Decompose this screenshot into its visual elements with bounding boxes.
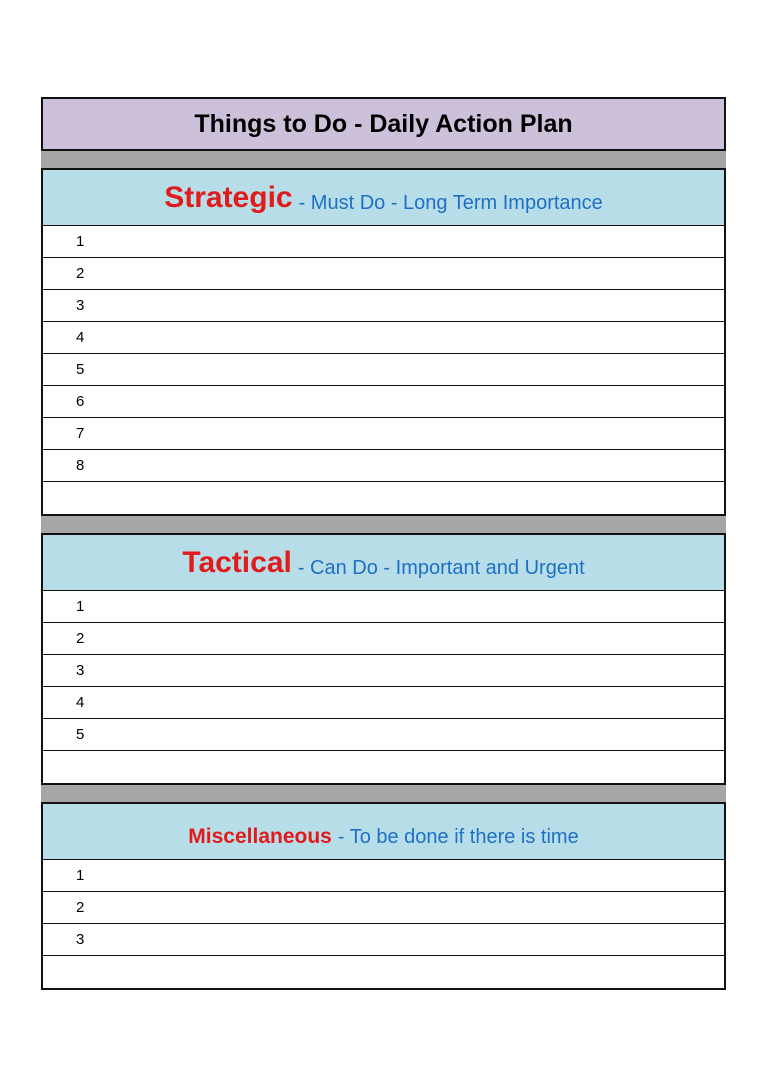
separator-bar [41, 151, 726, 168]
strategic-section [41, 168, 726, 516]
page-title: Things to Do - Daily Action Plan [41, 97, 726, 151]
miscellaneous-row[interactable]: 1 [43, 860, 724, 892]
miscellaneous-section [41, 802, 726, 990]
tactical-section [41, 533, 726, 785]
tactical-row[interactable] [43, 751, 724, 783]
strategic-row[interactable]: 7 [43, 418, 724, 450]
tactical-subheading: - Can Do - Important and Urgent [297, 557, 585, 579]
miscellaneous-heading: Miscellaneous [188, 825, 332, 848]
strategic-row[interactable]: 1 [43, 226, 724, 258]
miscellaneous-subheading: - To be done if there is time [337, 826, 579, 848]
tactical-header [43, 535, 724, 591]
strategic-row[interactable]: 6 [43, 386, 724, 418]
tactical-row[interactable]: 1 [43, 591, 724, 623]
strategic-heading: Strategic [164, 181, 293, 214]
strategic-row[interactable] [43, 482, 724, 514]
tactical-heading: Tactical [182, 546, 292, 579]
tactical-row[interactable]: 4 [43, 687, 724, 719]
tactical-row[interactable]: 3 [43, 655, 724, 687]
strategic-row[interactable]: 2 [43, 258, 724, 290]
separator-bar [41, 516, 726, 533]
strategic-row[interactable]: 8 [43, 450, 724, 482]
miscellaneous-row[interactable] [43, 956, 724, 988]
miscellaneous-row[interactable]: 3 [43, 924, 724, 956]
separator-bar [41, 785, 726, 802]
action-plan-sheet [41, 97, 726, 990]
strategic-row[interactable]: 5 [43, 354, 724, 386]
miscellaneous-header [43, 804, 724, 860]
strategic-row[interactable]: 4 [43, 322, 724, 354]
tactical-row[interactable]: 5 [43, 719, 724, 751]
tactical-row[interactable]: 2 [43, 623, 724, 655]
miscellaneous-row[interactable]: 2 [43, 892, 724, 924]
strategic-row[interactable]: 3 [43, 290, 724, 322]
strategic-subheading: - Must Do - Long Term Importance [298, 192, 603, 214]
strategic-header [43, 170, 724, 226]
